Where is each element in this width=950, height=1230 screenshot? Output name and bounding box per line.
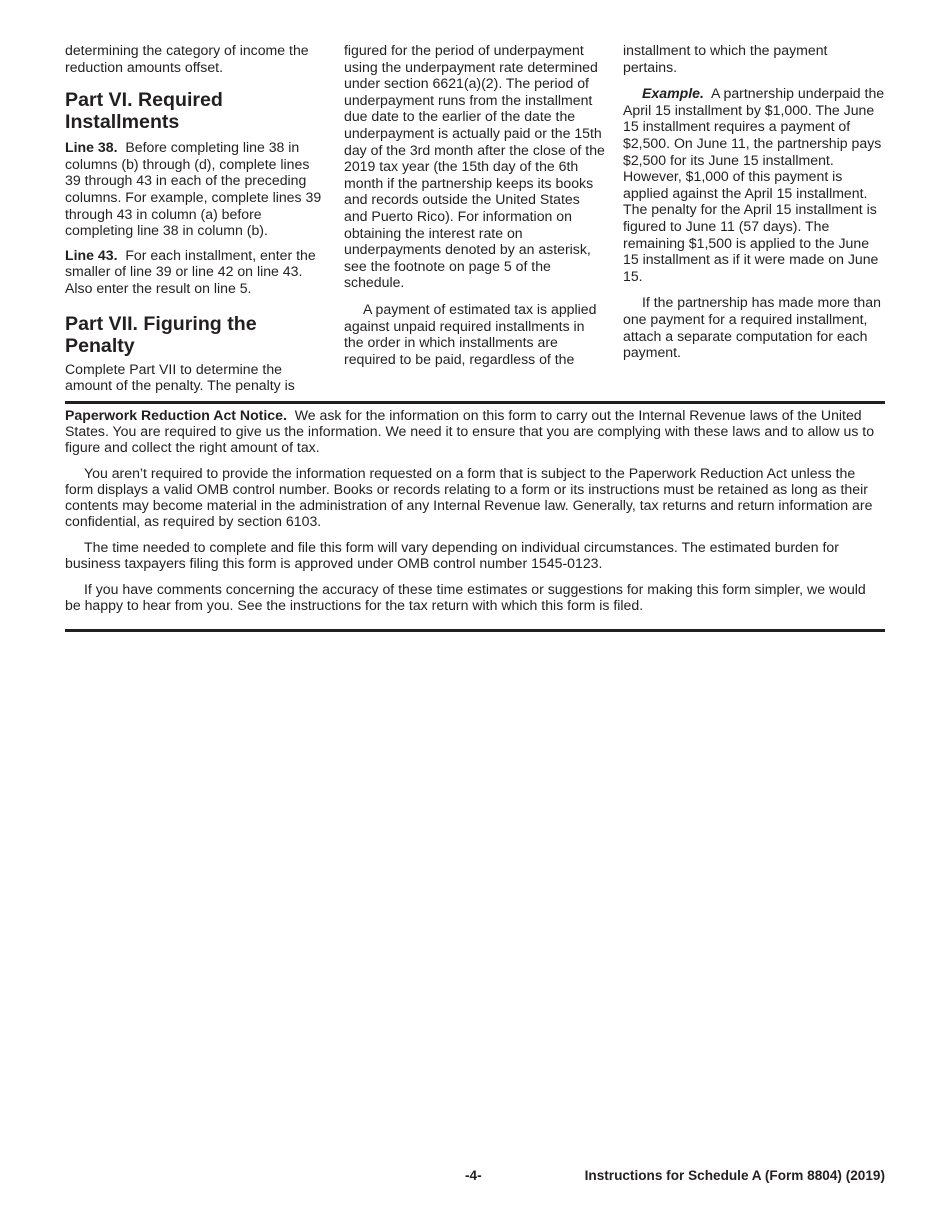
divider-top <box>65 401 885 404</box>
column-1 <box>65 42 327 402</box>
paragraph-payment-order: A payment of estimated tax is applied against unpaid required installments in the order in which installments are required to be paid, regardless of the <box>344 300 597 367</box>
paragraph-underpayment-period: figured for the period of underpayment using the underpayment rate determined under section 6621(a)(2). The period of underpayment runs from the installment due date to the earlier of the date the underpayment is actually paid or the 15th day of the 3rd month after the close of the 2019 tax year (the 15th day of the 6th month if the partnership keeps its books and records outside the United States and Puerto Rico). For information on obtaining the interest rate on underpayments denoted by an asterisk, see the footnote on page 5 of the schedule. <box>344 42 605 291</box>
notice-paragraph-4: If you have comments concerning the accuracy of these time estimates or suggestions for making this form simpler, we would be happy to hear from you. See the instructions for the tax return with which this form is filed. <box>65 581 866 613</box>
notice-paragraph-1 <box>65 407 885 455</box>
paragraph-line-38 <box>65 139 327 239</box>
paragraph-multiple-payments: If the partnership has made more than one payment for a required installment, attach a separate computation for each payment. <box>623 294 881 361</box>
notice-paragraph-2: You aren’t required to provide the information requested on a form that is subject to the Paperwork Reduction Act unless the form displays a valid OMB control number. Books or records relating to a form or its instructions must be retained as long as their contents may become material in the administration of any Internal Revenue law. Generally, tax returns and return information are confidential, as required by section 6103. <box>65 465 873 529</box>
paperwork-reduction-notice <box>65 407 885 623</box>
three-column-body <box>65 42 885 402</box>
text-line-38: Before completing line 38 in columns (b) through (d), complete lines 39 through 43 in each of the preceding columns. For example, complete lines 39 through 43 in column (a) before completing line 38 in column (b). <box>65 139 322 239</box>
page-number: -4- <box>465 1168 482 1183</box>
paragraph-continued: determining the category of income the reduction amounts offset. <box>65 42 309 75</box>
paragraph-example <box>623 85 885 284</box>
paragraph-part-vii: Complete Part VII to determine the amount of the penalty. The penalty is <box>65 360 295 394</box>
form-title: Instructions for Schedule A (Form 8804) (2019) <box>584 1168 885 1183</box>
column-3 <box>623 42 885 402</box>
notice-label: Paperwork Reduction Act Notice. <box>65 407 287 423</box>
notice-paragraph-3: The time needed to complete and file this form will vary depending on individual circumstances. The estimated burden for business taxpayers filing this form is approved under OMB control number 1545-0123. <box>65 539 839 571</box>
text-line-43: For each installment, enter the smaller of line 39 or line 42 on line 43. Also enter the result on line 5. <box>65 246 316 296</box>
paragraph-line-43 <box>65 247 327 297</box>
heading-part-vii: Part VII. Figuring the Penalty <box>65 312 257 357</box>
paragraph-installment-pertains: installment to which the payment pertains. <box>623 42 828 75</box>
label-line-43: Line 43. <box>65 246 118 263</box>
column-2 <box>344 42 606 402</box>
label-line-38: Line 38. <box>65 139 118 156</box>
divider-bottom <box>65 629 885 632</box>
heading-part-vi: Part VI. Required Installments <box>65 89 223 134</box>
label-example: Example. <box>642 85 704 102</box>
notice-text-1: We ask for the information on this form to carry out the Internal Revenue laws of the United States. You are required to give us the information. We need it to ensure that you are complying with these laws and to allow us to figure and collect the right amount of tax. <box>65 407 875 455</box>
text-example: A partnership underpaid the April 15 installment by $1,000. The June 15 installment requires a payment of $2,500. On June 11, the partnership pays $2,500 for its June 15 installment. However, $1,000 of this payment is applied against the April 15 installment. The penalty for the April 15 installment is figured to June 11 (57 days). The remaining $1,500 is applied to the June 15 installment as if it were made on June 15. <box>623 85 885 284</box>
